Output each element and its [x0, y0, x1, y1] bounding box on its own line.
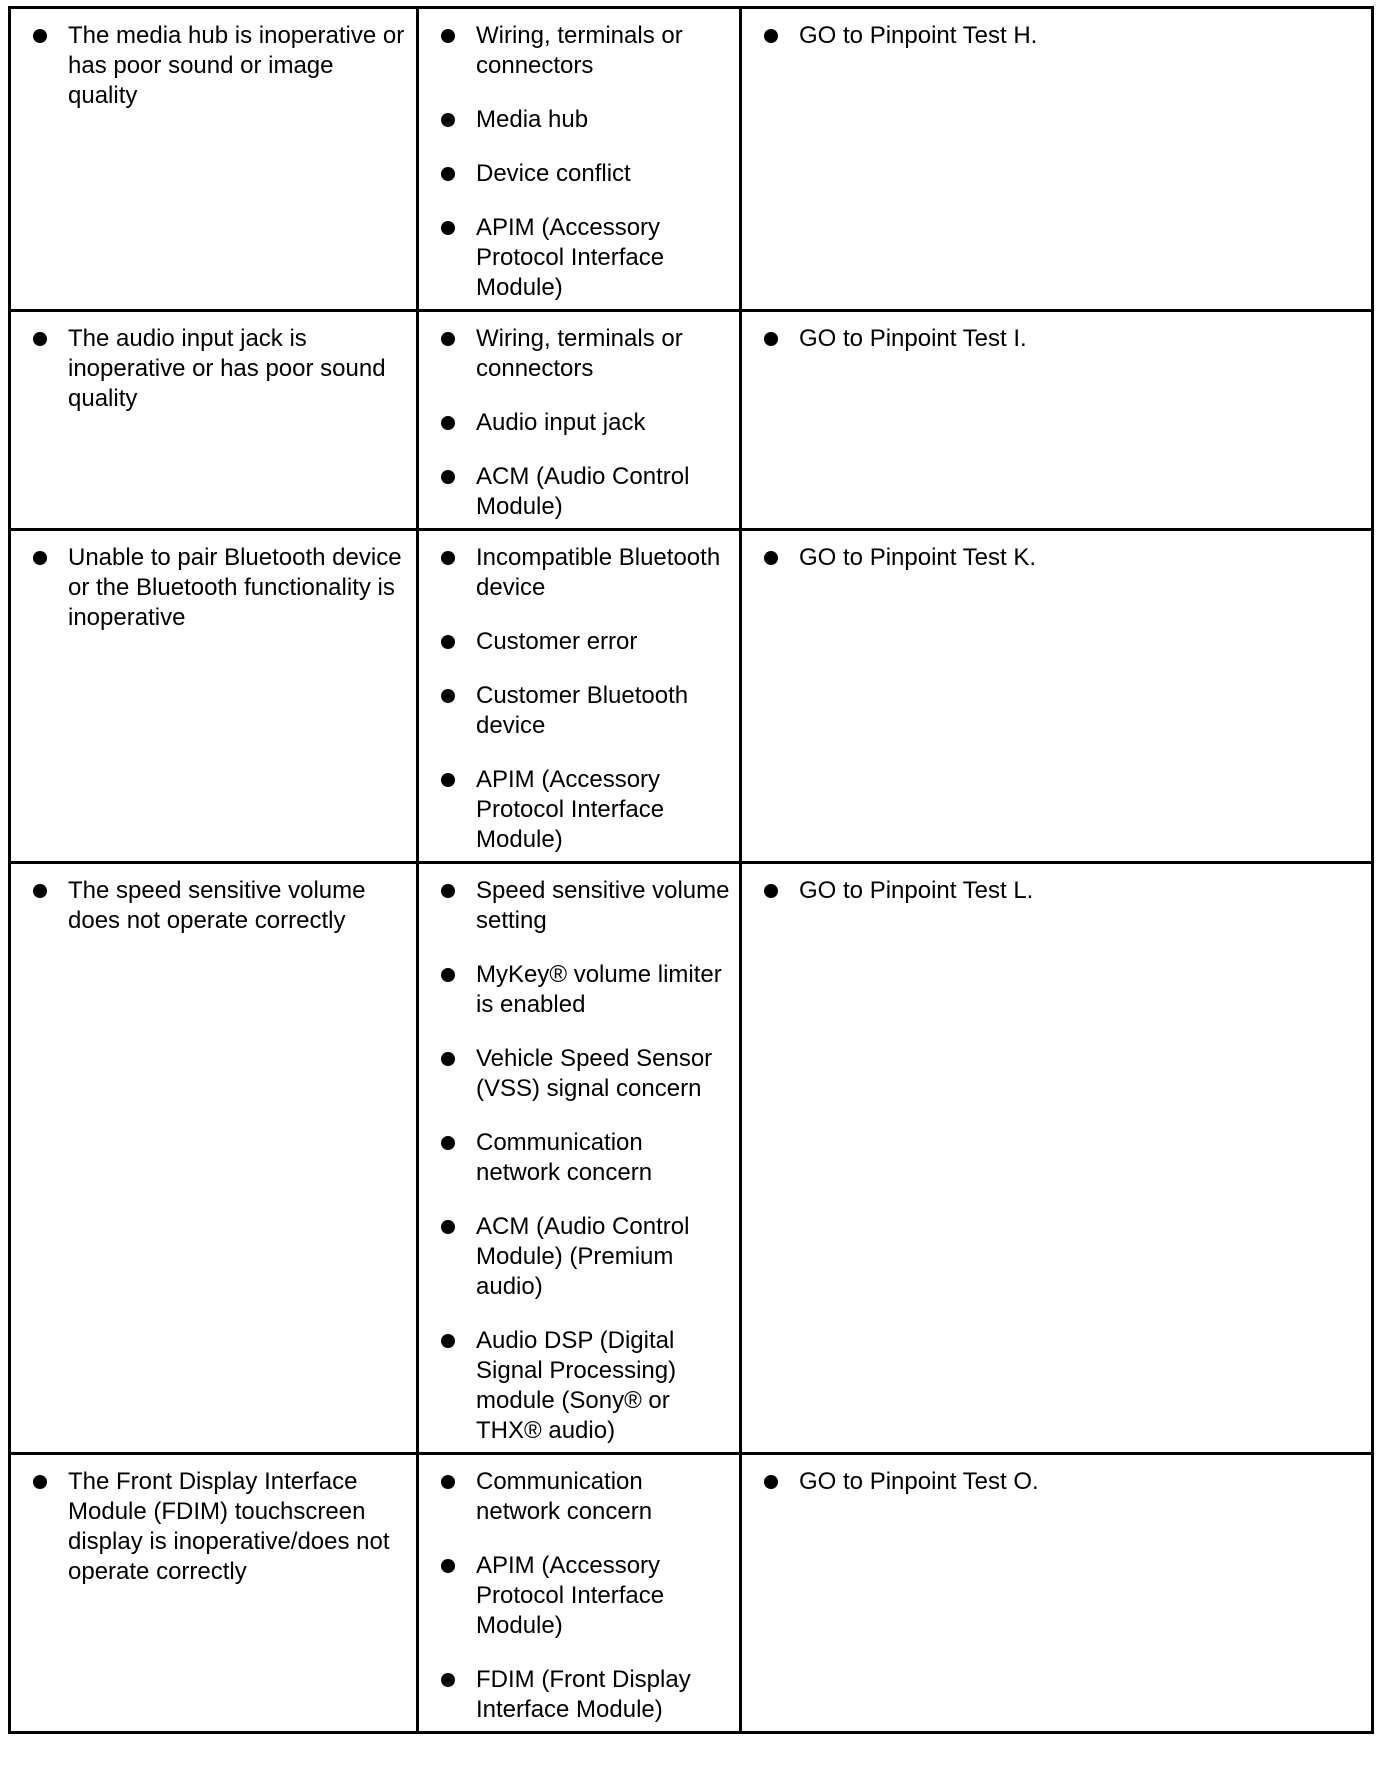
list-item-text: Audio DSP (Digital Signal Processing) module (Sony® or THX® audio): [476, 1327, 677, 1444]
list-item-text: Media hub: [476, 106, 589, 133]
list-item: [439, 324, 731, 384]
bullet-icon: [441, 332, 455, 346]
bullet-icon: [764, 551, 778, 565]
list-item: [31, 324, 408, 414]
list-item-text: The audio input jack is inoperative or has poor sound quality: [68, 325, 386, 412]
table-body: [10, 8, 1373, 1733]
list-item: [439, 1665, 731, 1725]
list-item: [439, 627, 731, 657]
bullet-list: [439, 324, 731, 522]
bullet-icon: [441, 968, 455, 982]
list-item: [762, 1467, 1363, 1497]
list-item: [762, 21, 1363, 51]
action-cell: [741, 863, 1373, 1454]
bullet-icon: [441, 551, 455, 565]
list-item: [439, 543, 731, 603]
bullet-icon: [441, 1136, 455, 1150]
list-item: [762, 876, 1363, 906]
bullet-icon: [764, 1475, 778, 1489]
bullet-list: [31, 324, 408, 414]
list-item-text: GO to Pinpoint Test H.: [799, 22, 1038, 49]
list-item-text: Device conflict: [476, 160, 631, 187]
list-item-text: ACM (Audio Control Module) (Premium audio): [476, 1213, 690, 1300]
bullet-list: [762, 1467, 1363, 1497]
list-item-text: Audio input jack: [476, 409, 646, 436]
bullet-list: [31, 543, 408, 633]
bullet-icon: [33, 551, 47, 565]
list-item: [439, 960, 731, 1020]
list-item-text: GO to Pinpoint Test L.: [799, 877, 1034, 904]
bullet-list: [31, 21, 408, 111]
list-item-text: GO to Pinpoint Test I.: [799, 325, 1027, 352]
list-item-text: The media hub is inoperative or has poor sound or image quality: [68, 22, 405, 109]
bullet-list: [31, 1467, 408, 1587]
symptom-cell: [10, 863, 418, 1454]
bullet-icon: [441, 470, 455, 484]
bullet-icon: [441, 113, 455, 127]
action-cell: [741, 311, 1373, 530]
bullet-icon: [33, 29, 47, 43]
list-item: [439, 1128, 731, 1188]
bullet-icon: [441, 1559, 455, 1573]
symptom-cell: [10, 1454, 418, 1733]
bullet-list: [439, 21, 731, 303]
list-item-text: APIM (Accessory Protocol Interface Module): [476, 766, 665, 853]
bullet-list: [31, 876, 408, 936]
bullet-icon: [441, 884, 455, 898]
bullet-icon: [33, 1475, 47, 1489]
list-item-text: APIM (Accessory Protocol Interface Module): [476, 214, 665, 301]
bullet-list: [762, 21, 1363, 51]
action-cell: [741, 8, 1373, 311]
list-item: [439, 1551, 731, 1641]
bullet-icon: [441, 1673, 455, 1687]
bullet-list: [439, 876, 731, 1446]
list-item: [31, 543, 408, 633]
table-row: [10, 8, 1373, 311]
list-item-text: The Front Display Interface Module (FDIM) touchscreen display is inoperative/does not operate correctly: [68, 1468, 390, 1585]
bullet-list: [762, 324, 1363, 354]
bullet-icon: [441, 1220, 455, 1234]
list-item-text: Unable to pair Bluetooth device or the Bluetooth functionality is inoperative: [68, 544, 402, 631]
list-item-text: MyKey® volume limiter is enabled: [476, 961, 722, 1018]
bullet-icon: [441, 416, 455, 430]
bullet-icon: [764, 29, 778, 43]
table-row: [10, 530, 1373, 863]
list-item: [31, 1467, 408, 1587]
list-item-text: Communication network concern: [476, 1468, 653, 1525]
possible-source-cell: [418, 311, 741, 530]
list-item: [31, 876, 408, 936]
list-item: [439, 408, 731, 438]
list-item-text: Customer error: [476, 628, 638, 655]
list-item-text: Speed sensitive volume setting: [476, 877, 730, 934]
bullet-icon: [764, 332, 778, 346]
list-item: [439, 765, 731, 855]
list-item: [762, 324, 1363, 354]
list-item-text: Incompatible Bluetooth device: [476, 544, 721, 601]
list-item-text: The speed sensitive volume does not operate correctly: [68, 877, 366, 934]
symptom-cell: [10, 530, 418, 863]
bullet-icon: [441, 689, 455, 703]
list-item-text: Customer Bluetooth device: [476, 682, 689, 739]
list-item: [439, 213, 731, 303]
possible-source-cell: [418, 1454, 741, 1733]
diagnostic-table: [8, 6, 1374, 1734]
list-item: [439, 1044, 731, 1104]
list-item-text: FDIM (Front Display Interface Module): [476, 1666, 691, 1723]
list-item-text: GO to Pinpoint Test O.: [799, 1468, 1039, 1495]
list-item: [439, 462, 731, 522]
list-item: [439, 21, 731, 81]
list-item: [439, 159, 731, 189]
list-item: [439, 1212, 731, 1302]
bullet-icon: [441, 29, 455, 43]
list-item: [439, 876, 731, 936]
list-item: [762, 543, 1363, 573]
list-item-text: ACM (Audio Control Module): [476, 463, 690, 520]
bullet-icon: [764, 884, 778, 898]
action-cell: [741, 1454, 1373, 1733]
action-cell: [741, 530, 1373, 863]
bullet-icon: [441, 773, 455, 787]
symptom-cell: [10, 8, 418, 311]
table-row: [10, 1454, 1373, 1733]
bullet-list: [439, 1467, 731, 1725]
bullet-icon: [441, 167, 455, 181]
list-item-text: Wiring, terminals or connectors: [476, 325, 683, 382]
list-item-text: GO to Pinpoint Test K.: [799, 544, 1037, 571]
bullet-list: [762, 876, 1363, 906]
symptom-cell: [10, 311, 418, 530]
list-item-text: Communication network concern: [476, 1129, 653, 1186]
bullet-icon: [33, 332, 47, 346]
bullet-list: [762, 543, 1363, 573]
bullet-icon: [441, 1052, 455, 1066]
bullet-icon: [441, 1475, 455, 1489]
list-item-text: APIM (Accessory Protocol Interface Module): [476, 1552, 665, 1639]
table-row: [10, 311, 1373, 530]
list-item-text: Vehicle Speed Sensor (VSS) signal concern: [476, 1045, 713, 1102]
list-item: [439, 681, 731, 741]
bullet-list: [439, 543, 731, 855]
list-item: [439, 105, 731, 135]
list-item: [439, 1467, 731, 1527]
bullet-icon: [33, 884, 47, 898]
bullet-icon: [441, 1334, 455, 1348]
bullet-icon: [441, 635, 455, 649]
list-item: [31, 21, 408, 111]
list-item-text: Wiring, terminals or connectors: [476, 22, 683, 79]
table-row: [10, 863, 1373, 1454]
possible-source-cell: [418, 530, 741, 863]
possible-source-cell: [418, 8, 741, 311]
possible-source-cell: [418, 863, 741, 1454]
list-item: [439, 1326, 731, 1446]
bullet-icon: [441, 221, 455, 235]
